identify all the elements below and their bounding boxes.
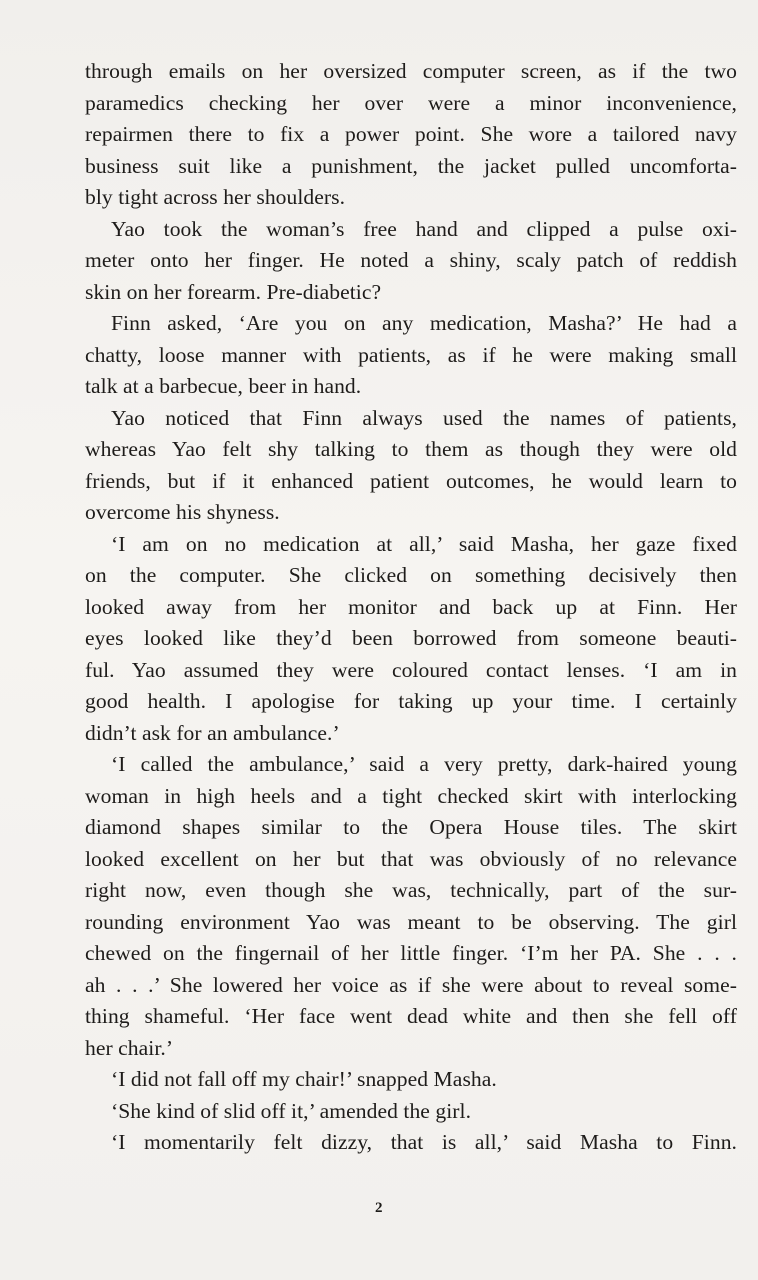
- text-line: Yao noticed that Finn always used the names of patients,: [111, 405, 737, 430]
- text-line: looked excellent on her but that was obviously of no relevance: [85, 846, 737, 871]
- text-line: ‘I did not fall off my chair!’ snapped Masha.: [111, 1067, 497, 1091]
- text-line: on the computer. She clicked on something decisively then: [85, 563, 737, 587]
- text-line: her chair.’: [85, 1035, 174, 1060]
- text-line: didn’t ask for an ambulance.’: [85, 720, 340, 745]
- text-line: business suit like a punishment, the jacket pulled uncomforta-: [85, 153, 737, 178]
- text-line: ‘I called the ambulance,’ said a very pretty, dark-haired young: [111, 752, 737, 776]
- text-line: chatty, loose manner with patients, as if he were making small: [85, 342, 737, 367]
- text-line: ‘I am on no medication at all,’ said Masha, her gaze fixed: [111, 531, 737, 556]
- text-line: through emails on her oversized computer screen, as if the two: [85, 59, 737, 83]
- text-line: good health. I apologise for taking up your time. I certainly: [85, 689, 737, 713]
- text-line: woman in high heels and a tight checked skirt with interlocking: [85, 783, 737, 808]
- page-number: 2: [375, 1200, 383, 1216]
- text-line: whereas Yao felt shy talking to them as though they were old: [85, 437, 737, 461]
- text-line: ah . . .’ She lowered her voice as if she were about to reveal some-: [85, 972, 737, 997]
- text-line: ful. Yao assumed they were coloured contact lenses. ‘I am in: [85, 657, 737, 682]
- text-line: friends, but if it enhanced patient outcomes, he would learn to: [85, 468, 737, 493]
- text-line: meter onto her finger. He noted a shiny, scaly patch of reddish: [85, 248, 737, 272]
- text-line: ‘I momentarily felt dizzy, that is all,’ said Masha to Finn.: [111, 1130, 737, 1154]
- text-line: right now, even though she was, technically, part of the sur-: [85, 878, 737, 902]
- text-line: paramedics checking her over were a minor inconvenience,: [85, 90, 737, 115]
- text-line: thing shameful. ‘Her face went dead white and then she fell off: [85, 1004, 737, 1028]
- text-line: ‘She kind of slid off it,’ amended the girl.: [111, 1098, 472, 1123]
- text-line: overcome his shyness.: [85, 500, 280, 524]
- text-line: skin on her forearm. Pre-diabetic?: [85, 279, 382, 304]
- text-line: Yao took the woman’s free hand and clipped a pulse oxi-: [111, 216, 737, 241]
- text-line: chewed on the fingernail of her little finger. ‘I’m her PA. She . . .: [85, 941, 737, 965]
- text-line: diamond shapes similar to the Opera House tiles. The skirt: [85, 815, 737, 839]
- text-line: bly tight across her shoulders.: [85, 185, 346, 209]
- text-line: Finn asked, ‘Are you on any medication, Masha?’ He had a: [111, 311, 737, 335]
- text-line: eyes looked like they’d been borrowed from someone beauti-: [85, 626, 737, 650]
- text-line: talk at a barbecue, beer in hand.: [85, 374, 362, 398]
- text-line: rounding environment Yao was meant to be observing. The girl: [85, 909, 737, 934]
- text-line: looked away from her monitor and back up at Finn. Her: [85, 594, 737, 619]
- text-line: repairmen there to fix a power point. She wore a tailored navy: [85, 122, 737, 146]
- body-text: [85, 56, 737, 1159]
